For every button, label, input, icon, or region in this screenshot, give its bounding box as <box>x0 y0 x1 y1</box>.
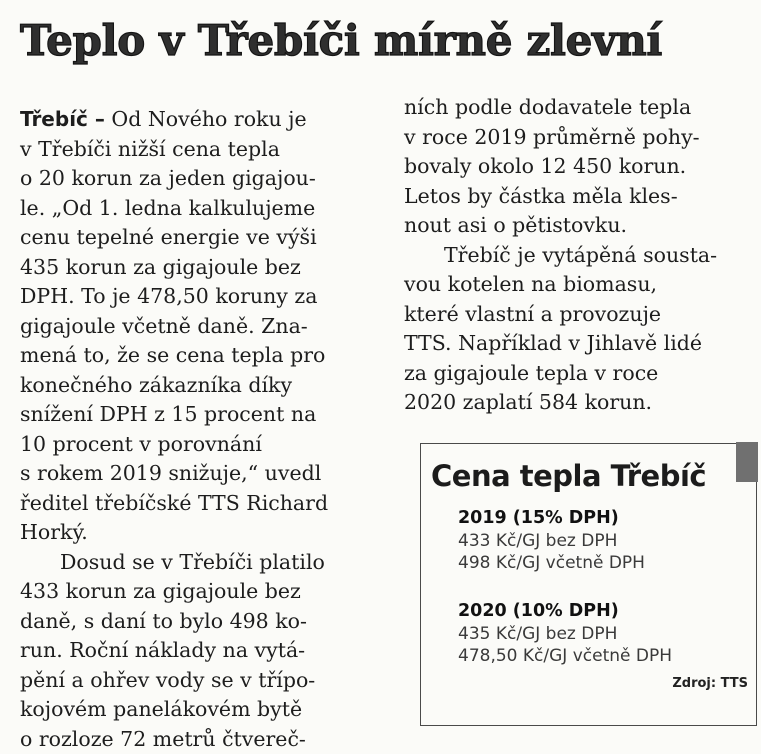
article-column-left <box>20 105 385 754</box>
article-line: kojovém panelákovém bytě <box>20 695 385 725</box>
article-line: 435 korun za gigajoule bez <box>20 253 385 283</box>
article-line: které vlastní a provozuje <box>404 300 754 330</box>
article-line: 10 procent v porovnání <box>20 430 385 460</box>
article-line: v Třebíči nižší cena tepla <box>20 135 385 165</box>
price-without-vat: 433 Kč/GJ bez DPH <box>458 530 645 552</box>
article-line <box>20 105 385 135</box>
article-line: snížení DPH z 15 procent na <box>20 400 385 430</box>
article-line: cenu tepelné energie ve výši <box>20 223 385 253</box>
article-line: za gigajoule tepla v roce <box>404 359 754 389</box>
article-line: DPH. To je 478,50 koruny za <box>20 282 385 312</box>
price-infobox <box>420 443 757 726</box>
dateline: Třebíč – <box>20 107 105 131</box>
article-line: Letos by částka měla kles- <box>404 182 754 212</box>
headline: Teplo v Třebíči mírně zlevní <box>20 10 755 72</box>
article-line: pění a ohřev vody se v třípo- <box>20 666 385 696</box>
article-line: le. „Od 1. ledna kalkulujeme <box>20 194 385 224</box>
article-line: mená to, že se cena tepla pro <box>20 341 385 371</box>
article-line: 2020 zaplatí 584 korun. <box>404 388 754 418</box>
article-line-text: Od Nového roku je <box>105 107 307 131</box>
article-line: Třebíč je vytápěná sousta- <box>404 241 754 271</box>
price-group-2019 <box>458 506 645 574</box>
price-group-heading: 2019 (15% DPH) <box>458 506 645 530</box>
article-line: Dosud se v Třebíči platilo <box>20 548 385 578</box>
price-with-vat: 478,50 Kč/GJ včetně DPH <box>458 645 672 667</box>
article-line: ředitel třebíčské TTS Richard <box>20 489 385 519</box>
article-line: daně, s daní to bylo 498 ko- <box>20 607 385 637</box>
price-with-vat: 498 Kč/GJ včetně DPH <box>458 552 645 574</box>
infobox-source: Zdroj: TTS <box>672 676 748 691</box>
article-line: gigajoule včetně daně. Zna- <box>20 312 385 342</box>
article-line: o rozloze 72 metrů čtvereč- <box>20 725 385 754</box>
article-line: o 20 korun za jeden gigajou- <box>20 164 385 194</box>
article-line: Horký. <box>20 518 385 548</box>
article-line: run. Roční náklady na vytá- <box>20 636 385 666</box>
infobox-accent-bar <box>736 442 758 482</box>
article-line: vou kotelen na biomasu, <box>404 270 754 300</box>
article-column-right <box>404 93 754 418</box>
price-group-heading: 2020 (10% DPH) <box>458 599 672 623</box>
article-line: nout asi o pětistovku. <box>404 211 754 241</box>
article-line: konečného zákazníka díky <box>20 371 385 401</box>
infobox-title: Cena tepla Třebíč <box>431 458 706 494</box>
article-line: 433 korun za gigajoule bez <box>20 577 385 607</box>
article-line: TTS. Například v Jihlavě lidé <box>404 329 754 359</box>
article-line: ních podle dodavatele tepla <box>404 93 754 123</box>
price-group-2020 <box>458 599 672 667</box>
article-line: bovaly okolo 12 450 korun. <box>404 152 754 182</box>
price-without-vat: 435 Kč/GJ bez DPH <box>458 623 672 645</box>
article-line: s rokem 2019 snižuje,“ uvedl <box>20 459 385 489</box>
article-line: v roce 2019 průměrně pohy- <box>404 123 754 153</box>
